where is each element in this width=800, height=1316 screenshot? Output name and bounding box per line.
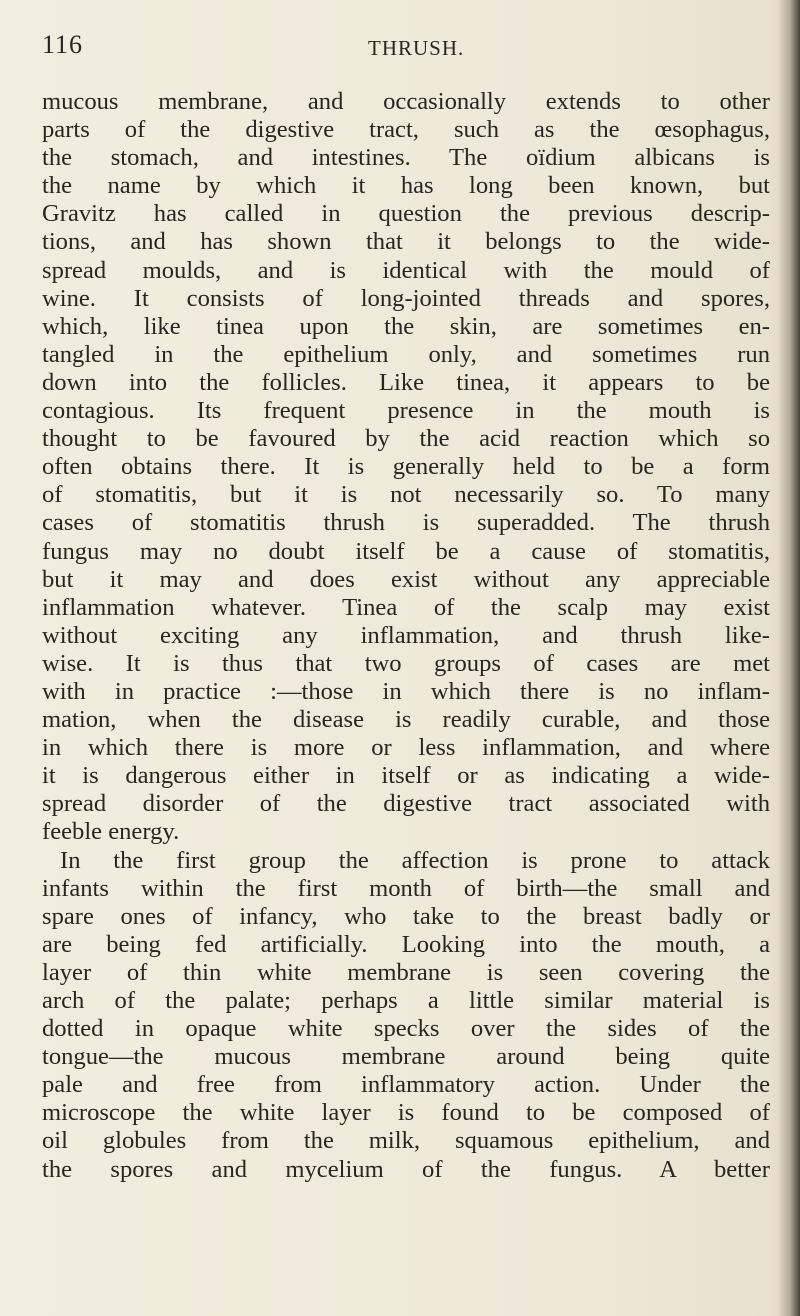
text-line: the name by which it has long been known, but xyxy=(42,172,770,200)
text-line: contagious. Its frequent presence in the mouth is xyxy=(42,397,770,425)
paragraph-start-line: In the first group the affection is prone to attack xyxy=(60,846,770,874)
text-line: inflammation whatever. Tinea of the scalp may exist xyxy=(42,593,770,621)
page-binding-shadow xyxy=(778,0,800,1316)
text-line: thought to be favoured by the acid reaction which so xyxy=(42,425,770,453)
text-line: it is dangerous either in itself or as indicating a wide- xyxy=(42,762,770,790)
text-line: oil globules from the milk, squamous epithelium, and xyxy=(42,1127,770,1155)
paragraph-end-line: feeble energy. xyxy=(42,818,180,846)
text-line: often obtains there. It is generally held to be a form xyxy=(42,453,770,481)
text-line: but it may and does exist without any appreciable xyxy=(42,565,770,593)
text-line: spare ones of infancy, who take to the breast badly or xyxy=(42,902,770,930)
text-line: microscope the white layer is found to be composed of xyxy=(42,1099,770,1127)
text-line: infants within the first month of birth—the small and xyxy=(42,874,770,902)
text-line: down into the follicles. Like tinea, it appears to be xyxy=(42,368,770,396)
running-head: THRUSH. xyxy=(368,36,465,60)
text-line: the spores and mycelium of the fungus. A better xyxy=(42,1155,770,1183)
text-line: pale and free from inflammatory action. Under the xyxy=(42,1071,770,1099)
text-line: mation, when the disease is readily curable, and those xyxy=(42,706,770,734)
body-text xyxy=(42,88,770,1184)
text-line: fungus may no doubt itself be a cause of stomatitis, xyxy=(42,537,770,565)
text-line: spread disorder of the digestive tract associated with xyxy=(42,790,770,818)
text-line: tangled in the epithelium only, and sometimes run xyxy=(42,340,770,368)
text-line: wise. It is thus that two groups of cases are met xyxy=(42,649,770,677)
page-header xyxy=(0,30,800,70)
text-line: Gravitz has called in question the previous descrip- xyxy=(42,200,770,228)
page-number: 116 xyxy=(42,30,84,59)
text-line: tions, and has shown that it belongs to the wide- xyxy=(42,228,770,256)
text-line: without exciting any inflammation, and thrush like- xyxy=(42,621,770,649)
text-line: the stomach, and intestines. The oïdium albicans is xyxy=(42,144,770,172)
text-line: arch of the palate; perhaps a little similar material is xyxy=(42,987,770,1014)
text-line: which, like tinea upon the skin, are sometimes en- xyxy=(42,312,770,340)
text-line: spread moulds, and is identical with the mould of xyxy=(42,256,770,284)
text-line: wine. It consists of long-jointed threads and spores, xyxy=(42,284,770,312)
text-line: are being fed artificially. Looking into the mouth, a xyxy=(42,930,770,958)
text-line: mucous membrane, and occasionally extends to other xyxy=(42,88,770,115)
text-line: dotted in opaque white specks over the sides of the xyxy=(42,1015,770,1043)
text-line: layer of thin white membrane is seen covering the xyxy=(42,958,770,986)
text-line: in which there is more or less inflammation, and where xyxy=(42,734,770,762)
text-line: with in practice :—those in which there is no inflam- xyxy=(42,677,770,705)
text-line: cases of stomatitis thrush is superadded. The thrush xyxy=(42,509,770,537)
text-line: of stomatitis, but it is not necessarily so. To many xyxy=(42,481,770,509)
text-line: tongue—the mucous membrane around being quite xyxy=(42,1043,770,1071)
text-line: parts of the digestive tract, such as the œsophagus, xyxy=(42,116,770,144)
